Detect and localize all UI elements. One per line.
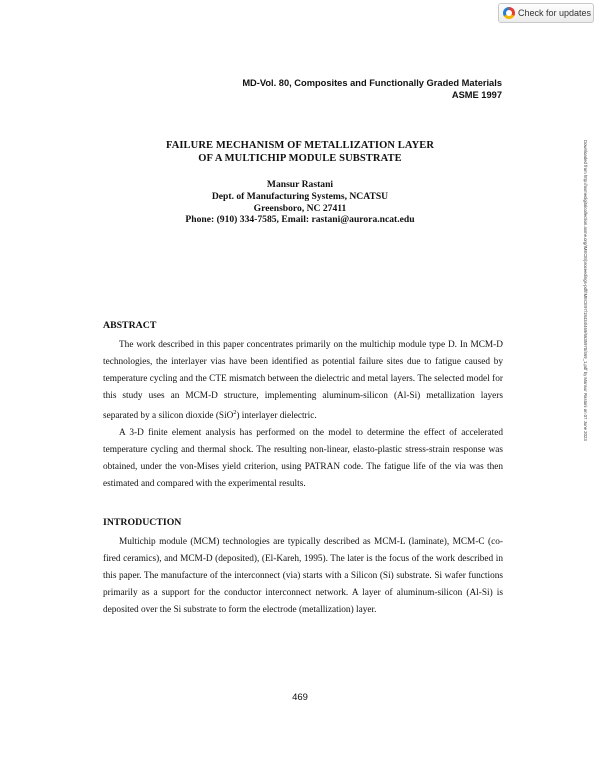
- check-for-updates-button[interactable]: [498, 3, 594, 23]
- introduction-paragraph-1: Multichip module (MCM) technologies are typically described as MCM-L (laminate), MCM-C (co-fired ceramics), and MCM-D (deposited), (El-Kareh, 1995). The later is the focus of the work described in this paper. The manufacture of the interconnect (via) starts with a Silicon (Si) substrate. Si wafer functions primarily as a support for the conductor interconnect network. A layer of aluminum-silicon (Al-Si) is deposited over the Si substrate to form the electrode (metallization) layer.: [103, 537, 503, 615]
- introduction-section: [103, 517, 503, 619]
- download-watermark: [583, 140, 593, 700]
- conference-header: [242, 78, 502, 101]
- sio2-superscript: 2: [233, 410, 237, 416]
- author-block: [0, 179, 600, 226]
- check-for-updates-label: Check for updates: [518, 8, 592, 18]
- abstract-paragraph-2: A 3-D finite element analysis has performed on the model to determine the effect of accelerated temperature cycling and thermal shock. The resulting non-linear, elasto-plastic stress-strain response was obtained, under the von-Mises yield criterion, using PATRAN code. The fatigue life of the via was then estimated and compared with the experimental results.: [103, 428, 503, 490]
- sio2-formula: SiO: [218, 411, 234, 422]
- author-name: Mansur Rastani: [266, 179, 334, 190]
- abstract-paragraph-1-text: The work described in this paper concentrates primarily on the multichip module type D. In MCM-D technologies, the interlayer vias have been identified as potential failure sites due to fatigue caused by temperature cycling and the CTE mismatch between the dielectric and metal layers. The selected model for this study uses an MCM-D structure, implementing aluminum-silicon (Al-Si) metallization layers separated by a silicon dioxide (: [103, 340, 503, 422]
- conference-year: ASME 1997: [451, 89, 502, 100]
- abstract-heading: ABSTRACT: [103, 320, 157, 331]
- title-line-1: FAILURE MECHANISM OF METALLIZATION LAYER: [165, 140, 435, 151]
- download-watermark-text: Downloaded from http://asmedigitalcollection.asme.org/IMECE/proceedings-pdf/IMECE97/18434/469/6635970/469_1.pdf by Mansur Rastani on 07 June 2023: [583, 140, 588, 441]
- crossmark-icon: [503, 7, 515, 19]
- author-city: Greensboro, NC 27411: [253, 202, 347, 214]
- title-line-2: OF A MULTICHIP MODULE SUBSTRATE: [198, 153, 402, 164]
- paper-title: [0, 139, 600, 165]
- abstract-paragraph-1-tail: ) interlayer dielectric.: [236, 411, 317, 422]
- abstract-section: [103, 320, 503, 493]
- page-number: 469: [292, 692, 308, 703]
- author-department: Dept. of Manufacturing Systems, NCATSU: [211, 190, 389, 202]
- author-contact: Phone: (910) 334-7585, Email: rastani@aurora.ncat.edu: [185, 214, 415, 226]
- introduction-heading: INTRODUCTION: [103, 517, 182, 528]
- abstract-paragraph-1: [103, 337, 503, 425]
- conference-volume: MD-Vol. 80, Composites and Functionally Graded Materials: [242, 78, 502, 88]
